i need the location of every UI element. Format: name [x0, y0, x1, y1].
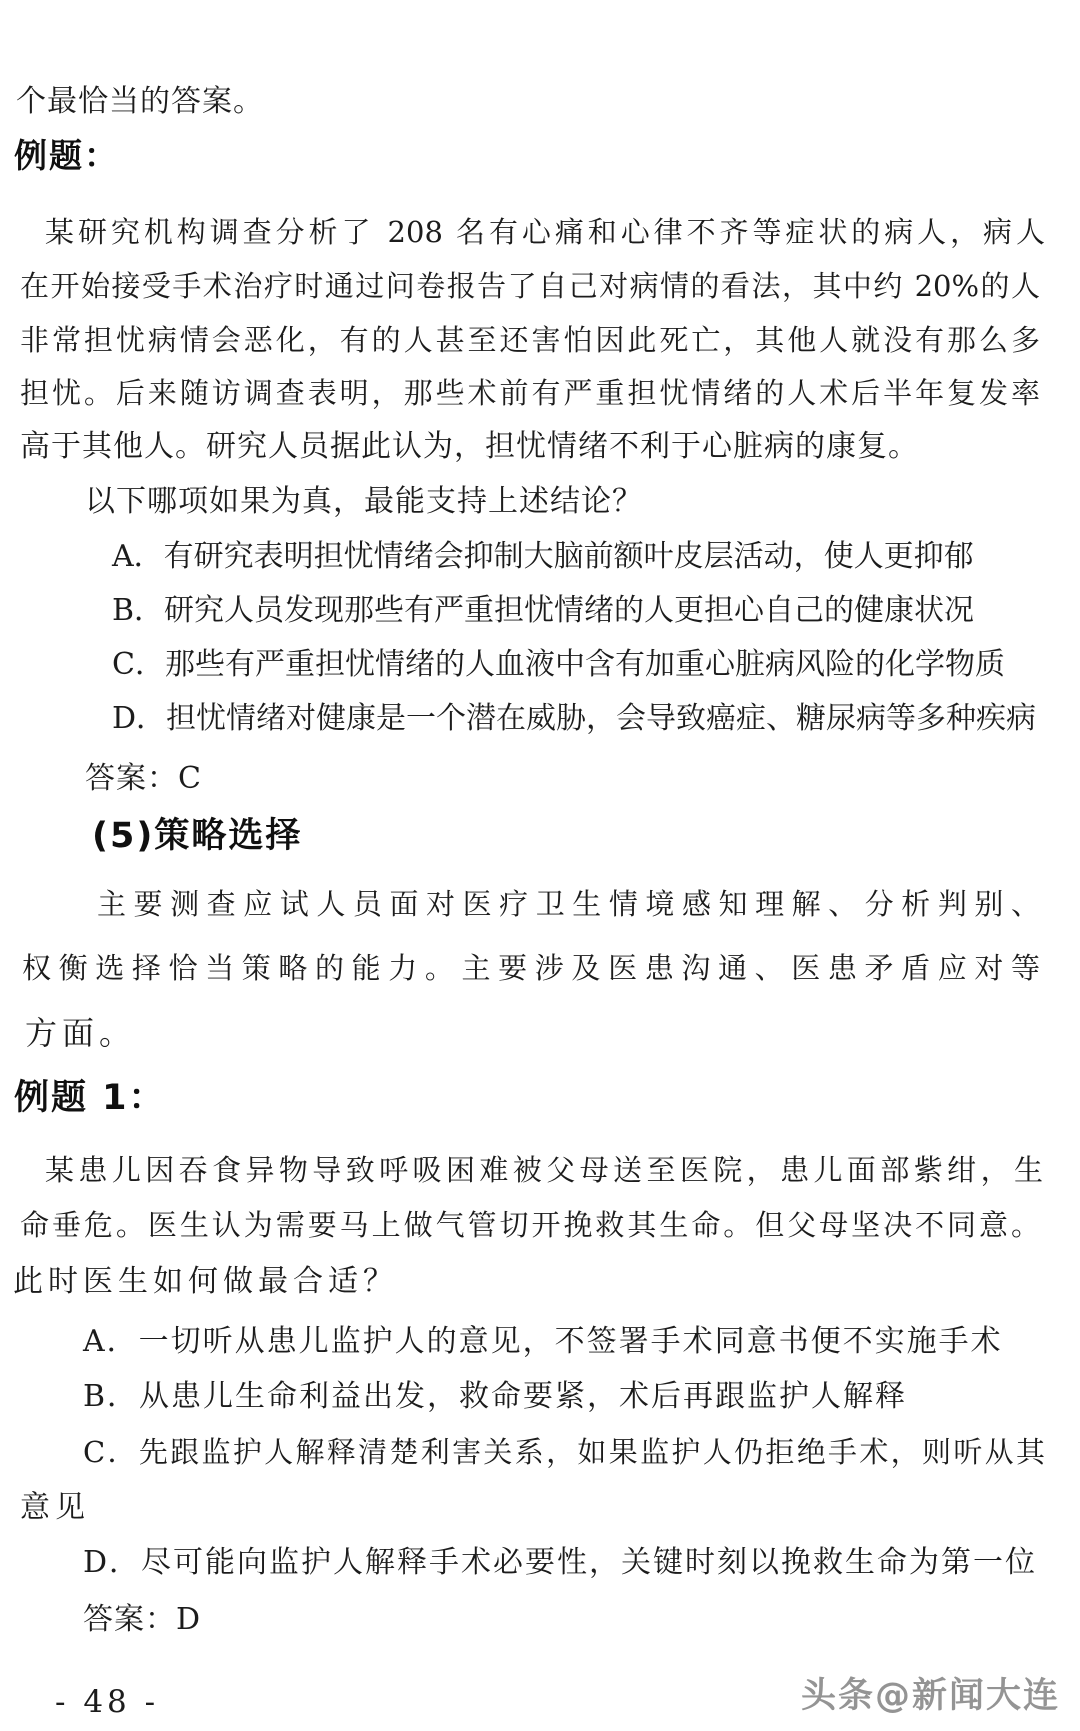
- watermark: 头条@新闻大连: [800, 1676, 1060, 1716]
- section-5-desc-line: 方面。: [25, 1014, 137, 1052]
- section-5-desc-line: 主要测查应试人员面对医疗卫生情境感知理解、分析判别、: [97, 887, 1040, 921]
- example-a-option-a: A．有研究表明担忧情绪会抑制大脑前额叶皮层活动，使人更抑郁: [112, 539, 974, 574]
- example-b-question: 此时医生如何做最合适？: [13, 1264, 398, 1299]
- section-5-desc-line: 权衡选择恰当策略的能力。主要涉及医患沟通、医患矛盾应对等: [22, 951, 1040, 985]
- example-b-option-c-continuation: 意见: [20, 1490, 90, 1525]
- example-b-heading: 例题 1：: [14, 1078, 166, 1118]
- example-a-option-d: D．担忧情绪对健康是一个潜在威胁，会导致癌症、糖尿病等多种疾病: [112, 701, 1037, 736]
- example-a-option-b: B．研究人员发现那些有严重担忧情绪的人更担心自己的健康状况: [112, 593, 975, 628]
- example-b-option-c: C．先跟监护人解释清楚利害关系，如果监护人仍拒绝手术，则听从其: [83, 1435, 1045, 1469]
- example-a-option-c: C．那些有严重担忧情绪的人血液中含有加重心脏病风险的化学物质: [112, 647, 1005, 682]
- example-a-stem-line: 担忧。后来随访调查表明，那些术前有严重担忧情绪的人术后半年复发率: [20, 376, 1040, 410]
- example-a-stem-line: 高于其他人。研究人员据此认为，担忧情绪不利于心脏病的康复。: [20, 429, 919, 464]
- example-b-stem-line: 命垂危。医生认为需要马上做气管切开挽救其生命。但父母坚决不同意。: [20, 1208, 1040, 1242]
- example-a-answer: 答案：C: [85, 761, 202, 796]
- example-b-option-a: A．一切听从患儿监护人的意见，不签署手术同意书便不实施手术: [83, 1324, 1003, 1359]
- example-a-question: 以下哪项如果为真，最能支持上述结论？: [85, 484, 643, 519]
- example-b-answer: 答案：D: [83, 1602, 202, 1637]
- example-b-stem-line: 某患儿因吞食异物导致呼吸困难被父母送至医院，患儿面部紫绀，生: [45, 1153, 1043, 1187]
- lead-text: 个最恰当的答案。: [16, 84, 264, 119]
- section-5-heading: (5)策略选择: [92, 816, 303, 856]
- example-b-option-b: B．从患儿生命利益出发，救命要紧，术后再跟监护人解释: [83, 1379, 908, 1414]
- example-a-stem-line: 非常担忧病情会恶化，有的人甚至还害怕因此死亡，其他人就没有那么多: [20, 323, 1040, 357]
- example-a-heading: 例题：: [14, 136, 119, 175]
- example-a-stem-line: 在开始接受手术治疗时通过问卷报告了自己对病情的看法，其中约 20%的人: [20, 269, 1040, 303]
- example-a-stem-line: 某研究机构调查分析了 208 名有心痛和心律不齐等症状的病人，病人: [45, 215, 1045, 249]
- example-b-option-d: D．尽可能向监护人解释手术必要性，关键时刻以挽救生命为第一位: [83, 1545, 1038, 1580]
- page-number: - 48 -: [55, 1684, 160, 1720]
